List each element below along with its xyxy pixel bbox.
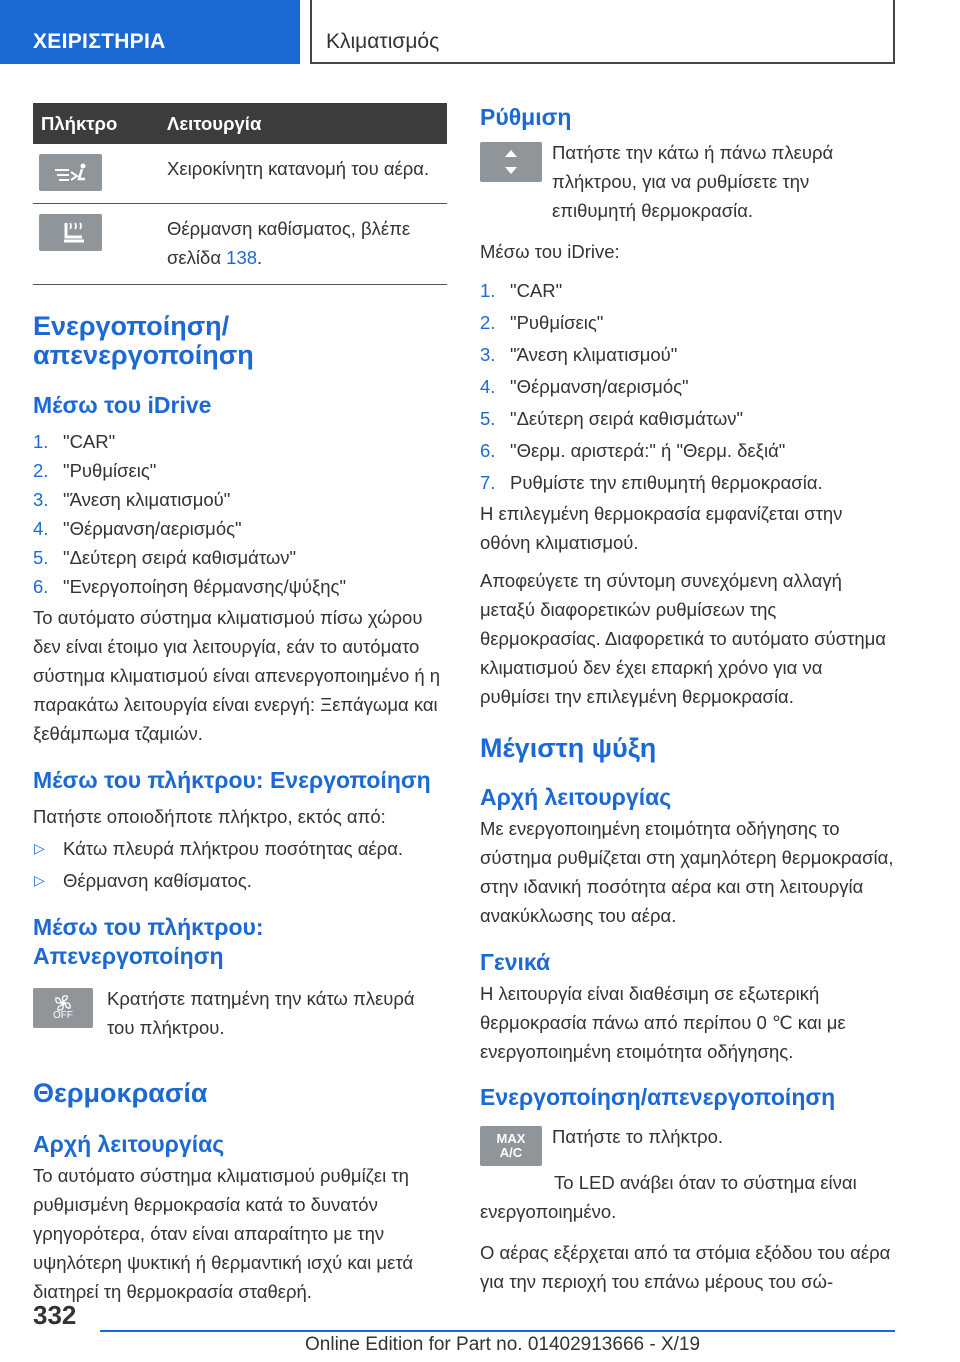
heading-activate: Ενεργοποίηση/απενεργοποίηση: [33, 311, 254, 370]
paragraph-principle: Το αυτόματο σύστημα κλιματισμού ρυθμίζει τη ρυθμισμένη θερμοκρασία κατά το δυνατόν γρηγορότερα, όταν είναι απαραίτητο με την υψηλότερη ψυκτική ή θερμαντική ισχύ και μετά διατηρεί τη θερμοκρασία σταθερή.: [33, 1165, 414, 1302]
table-cell-function: Χειροκίνητη κατανομή του αέρα.: [159, 144, 447, 204]
page-number: 332: [33, 1300, 77, 1330]
paragraph-via-idrive: Μέσω του iDrive:: [480, 241, 620, 262]
heading-max-cooling: Μέγιστη ψύξη: [480, 733, 657, 763]
up-down-arrows-icon: [480, 142, 542, 182]
heading-general: Γενικά: [480, 949, 551, 975]
paragraph-hold-down: Κρατήστε πατημένη την κάτω πλευρά του πλήκτρου.: [107, 988, 415, 1038]
key-function-table: [33, 103, 447, 285]
table-header-function: Λειτουργία: [159, 103, 447, 144]
section-tab: ΧΕΙΡΙΣΤΗΡΙΑ: [0, 0, 300, 64]
seat-heating-icon: [39, 214, 102, 251]
list-item: ▷ Θέρμανση καθίσματος.: [33, 866, 447, 895]
off-instruction: [33, 984, 447, 1042]
air-distribution-icon: [39, 154, 102, 191]
right-column: [480, 103, 896, 1296]
list-item: 1. "CAR": [33, 431, 116, 452]
paragraph-press-any: Πατήστε οποιοδήποτε πλήκτρο, εκτός από:: [33, 806, 386, 827]
left-column: [33, 103, 447, 1306]
heading-button-off: Μέσω του πλήκτρου: Απενεργοποίηση: [33, 914, 264, 969]
heading-via-idrive: Μέσω του iDrive: [33, 392, 212, 418]
paragraph-general: Η λειτουργία είναι διαθέσιμη σε εξωτερική θερμοκρασία πάνω από περίπου 0 ℃ και με ενεργοποιημένη ετοιμότητα οδήγησης.: [480, 983, 846, 1062]
heading-temperature: Θερμοκρασία: [33, 1078, 208, 1108]
chapter-title: Κλιματισμός: [310, 0, 895, 64]
triangle-bullet-icon: ▷: [34, 872, 45, 888]
list-item: 4. "Θέρμανση/αερισμός": [33, 518, 242, 539]
heading-activate: Ενεργοποίηση/απενεργοποίηση: [480, 1084, 836, 1110]
table-row: [33, 144, 447, 204]
list-item: 6. "Θερμ. αριστερά:" ή "Θερμ. δεξιά": [480, 440, 786, 461]
list-item: 3. "Άνεση κλιματισμού": [33, 489, 231, 510]
list-item: 7. Ρυθμίστε την επιθυμητή θερμοκρασία.: [480, 472, 823, 493]
heading-principle: Αρχή λειτουργίας: [33, 1131, 225, 1157]
paragraph-air-outlets: Ο αέρας εξέρχεται από τα στόμια εξόδου του αέρα για την περιοχή του επάνω μέρους του σώ-: [480, 1242, 891, 1292]
paragraph-setting: Πατήστε την κάτω ή πάνω πλευρά πλήκτρου, για να ρυθμίσετε την επιθυμητή θερμοκρασία.: [552, 142, 834, 221]
list-item: ▷ Κάτω πλευρά πλήκτρου ποσότητας αέρα.: [33, 834, 447, 863]
list-item: 5. "Δεύτερη σειρά καθισμάτων": [33, 547, 297, 568]
triangle-bullet-icon: ▷: [34, 840, 45, 856]
footer-divider: [100, 1330, 895, 1332]
list-item: 2. "Ρυθμίσεις": [33, 460, 157, 481]
paragraph-led: Το LED ανάβει όταν το σύστημα είναι ενεργοποιημένο.: [480, 1172, 857, 1222]
heading-button-on: Μέσω του πλήκτρου: Ενεργοποίηση: [33, 767, 431, 793]
max-ac-icon: MAX A/C: [480, 1126, 542, 1166]
paragraph-press-button: Πατήστε το πλήκτρο.: [552, 1126, 724, 1147]
list-item: 1. "CAR": [480, 280, 563, 301]
table-row: [33, 204, 447, 285]
paragraph-avoid: Αποφεύγετε τη σύντομη συνεχόμενη αλλαγή μεταξύ διαφορετικών ρυθμίσεων της θερμοκρασίας. Διαφορετικά το αυτόματο σύστημα κλιματισμού δεν έχει επαρκή χρόνο για να ρυθμίσει την επιλεγμένη θερμοκρασία.: [480, 570, 886, 707]
idrive-steps: [33, 427, 447, 601]
paragraph-display: Η επιλεγμένη θερμοκρασία εμφανίζεται στην οθόνη κλιματισμού.: [480, 503, 843, 553]
edition-note: Online Edition for Part no. 01402913666 - X/19: [305, 1334, 701, 1355]
list-item: 4. "Θέρμανση/αερισμός": [480, 376, 689, 397]
setting-instruction: [480, 138, 896, 225]
list-item: 3. "Άνεση κλιματισμού": [480, 344, 678, 365]
fan-off-icon: OFF: [33, 988, 93, 1028]
page-link[interactable]: 138: [226, 247, 258, 268]
heading-setting: Ρύθμιση: [480, 104, 572, 130]
heading-principle: Αρχή λειτουργίας: [480, 784, 672, 810]
table-cell-function: Θέρμανση καθίσματος, βλέπε σελίδα 138.: [159, 204, 447, 285]
idrive-steps: [480, 276, 896, 497]
exception-list: [33, 834, 447, 895]
paragraph-principle: Με ενεργοποιημένη ετοιμότητα οδήγησης το σύστημα ρυθμίζεται στη χαμηλότερη θερμοκρασία, στην ιδανική ποσότητα αέρα και στη λειτουργία ανακύκλωσης του αέρα.: [480, 818, 894, 926]
list-item: 5. "Δεύτερη σειρά καθισμάτων": [480, 408, 744, 429]
table-header-key: Πλήκτρο: [33, 103, 159, 144]
max-ac-instruction: [480, 1122, 896, 1166]
list-item: 2. "Ρυθμίσεις": [480, 312, 604, 333]
list-item: 6. "Ενεργοποίηση θέρμανσης/ψύξης": [33, 576, 347, 597]
paragraph-rear-ac: Το αυτόματο σύστημα κλιματισμού πίσω χώρου δεν είναι έτοιμο για λειτουργία, εάν το αυτόματο σύστημα κλιματισμού είναι απενεργοποιημένο ή η παρακάτω λειτουργία είναι ενεργή: Ξεπάγωμα και ξεθάμπωμα τζαμιών.: [33, 607, 441, 744]
